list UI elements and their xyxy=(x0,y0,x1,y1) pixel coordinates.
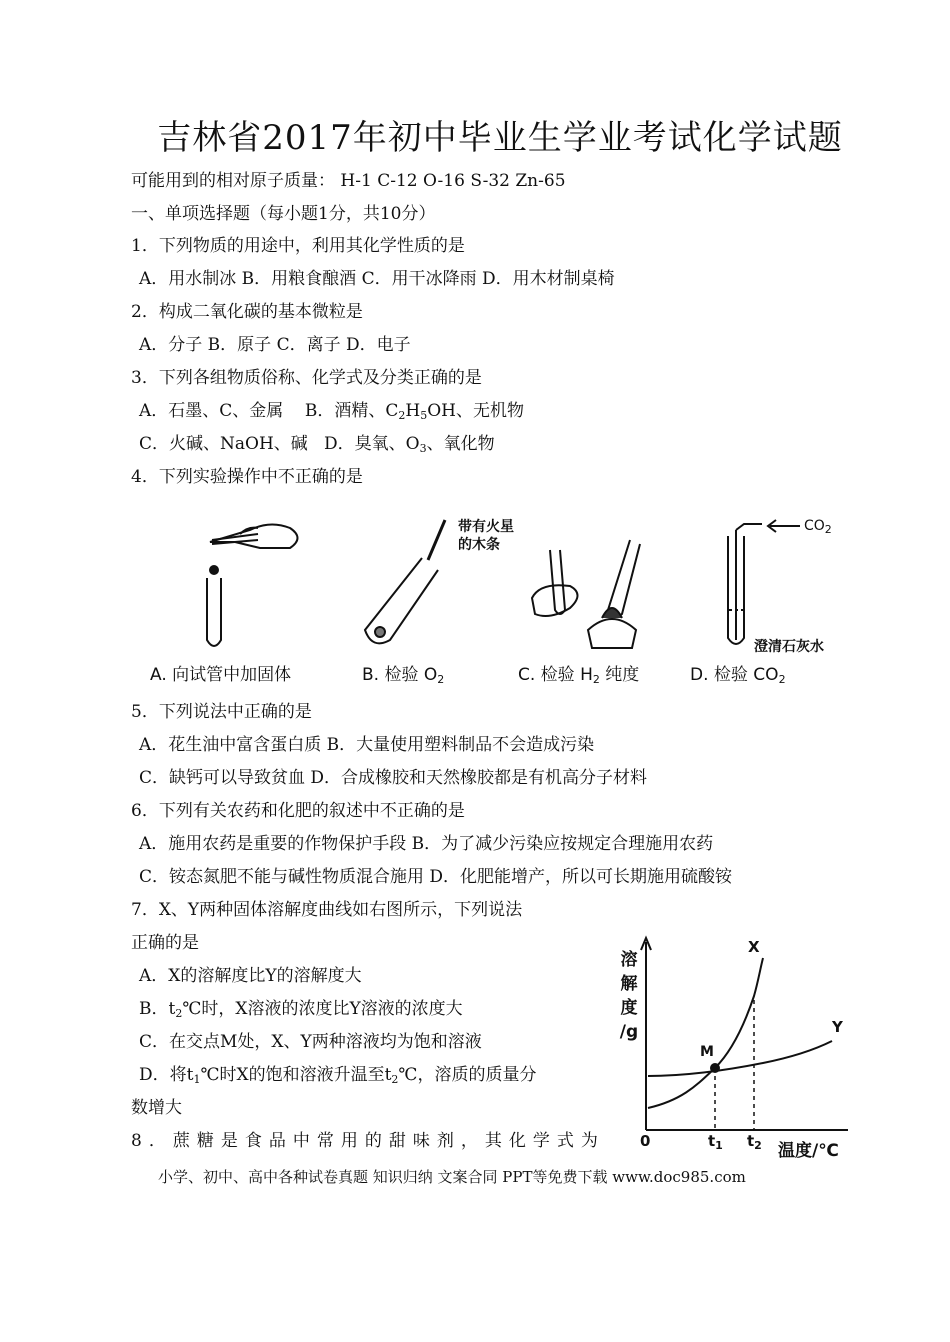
caption-d: D. 检验 $CO_2$ xyxy=(690,665,786,686)
q7-option-a: A．X的溶解度比Y的溶解度大 xyxy=(139,966,362,986)
curve-x-label: X xyxy=(748,938,760,956)
test-tube-d-icon xyxy=(728,520,800,644)
q6-options-1: A．施用农药是重要的作物保护手段 B．为了减少污染应按规定合理施用农药 xyxy=(139,834,714,854)
caption-c: C. 检验 $H_2$ 纯度 xyxy=(518,665,640,686)
q3-options-ab xyxy=(139,397,524,425)
co2-label: $CO_2$ xyxy=(804,518,832,536)
q7-option-d: D．将$t_1℃$时X的饱和溶液升温至$t_2℃$，溶质的质量分 xyxy=(139,1065,537,1086)
intersection-point-m xyxy=(710,1063,720,1073)
graph-t1: $t_1$ xyxy=(708,1132,723,1152)
q2-options: A．分子 B．原子 C．离子 D．电子 xyxy=(139,335,411,355)
footer-ad: 小学、初中、高中各种试卷真题 知识归纳 文案合同 PPT等免费下载 www.doc985.com xyxy=(158,1168,746,1186)
test-tube-b-icon xyxy=(365,520,445,643)
tweezers-hand-icon xyxy=(210,524,298,548)
solubility-graph xyxy=(608,930,858,1162)
q3-option-d: D．臭氧、$O_3$、氧化物 xyxy=(324,434,495,455)
hand-test-tube-c-icon xyxy=(532,550,578,616)
q1-options: A．用水制冰 B．用粮食酿酒 C．用干冰降雨 D．用木材制桌椅 xyxy=(139,269,615,289)
q7-option-b: B．$t_2℃$时，X溶液的浓度比Y溶液的浓度大 xyxy=(139,999,463,1020)
caption-a: A. 向试管中加固体 xyxy=(150,665,292,685)
q5-stem: 5．下列说法中正确的是 xyxy=(131,702,312,722)
graph-x-label: 温度/℃ xyxy=(778,1141,839,1161)
graph-t2: $t_2$ xyxy=(747,1132,762,1152)
q6-options-2: C．铵态氮肥不能与碱性物质混合施用 D．化肥能增产，所以可长期施用硫酸铵 xyxy=(139,867,733,887)
q3-options-cd xyxy=(139,430,495,458)
q4-stem: 4．下列实验操作中不正确的是 xyxy=(131,467,363,487)
q5-options-1: A．花生油中富含蛋白质 B．大量使用塑料制品不会造成污染 xyxy=(139,735,595,755)
point-m-label: M xyxy=(700,1044,714,1060)
section-heading: 一、单项选择题（每小题1分，共10分） xyxy=(131,204,436,224)
curve-x xyxy=(648,958,763,1108)
atomic-masses: 可能用到的相对原子质量： H-1 C-12 O-16 S-32 Zn-65 xyxy=(131,171,566,191)
q1-stem: 1．下列物质的用途中，利用其化学性质的是 xyxy=(131,236,465,256)
curve-y xyxy=(648,1041,832,1076)
curve-y-label: Y xyxy=(832,1018,843,1036)
q2-stem: 2．构成二氧化碳的基本微粒是 xyxy=(131,302,363,322)
q3-option-a: A．石墨、C、金属 xyxy=(139,401,284,421)
graph-origin: 0 xyxy=(640,1132,651,1150)
limewater-label: 澄清石灰水 xyxy=(754,639,824,655)
q6-stem: 6．下列有关农药和化肥的叙述中不正确的是 xyxy=(131,801,465,821)
page-title: 吉林省2017年初中毕业生学业考试化学试题 xyxy=(157,118,843,158)
q7-option-d-cont: 数增大 xyxy=(131,1098,182,1118)
q3-option-b: B．酒精、$C_2H_5OH$、无机物 xyxy=(304,401,525,422)
q7-stem-1: 7．X、Y两种固体溶解度曲线如右图所示，下列说法 xyxy=(131,900,523,920)
glowing-stick-label: 带有火星 的木条 xyxy=(458,519,514,553)
caption-b: B. 检验 $O_2$ xyxy=(362,665,445,686)
test-tube-a-icon xyxy=(207,566,221,646)
q3-stem: 3．下列各组物质俗称、化学式及分类正确的是 xyxy=(131,368,482,388)
graph-y-label: 溶 解 度 /g xyxy=(619,950,639,1042)
q5-options-2: C．缺钙可以导致贫血 D．合成橡胶和天然橡胶都是有机高分子材料 xyxy=(139,768,648,788)
q8-stem: 8．蔗糖是食品中常用的甜味剂，其化学式为 xyxy=(131,1131,605,1151)
solubility-curves xyxy=(608,930,858,1162)
q4-apparatus-drawings xyxy=(140,490,850,660)
q7-option-c: C．在交点M处，X、Y两种溶液均为饱和溶液 xyxy=(139,1032,482,1052)
q7-stem-2: 正确的是 xyxy=(131,933,199,953)
alcohol-burner-icon xyxy=(588,540,640,648)
q3-option-c: C．火碱、NaOH、碱 xyxy=(139,434,308,454)
q4-figures xyxy=(140,490,850,700)
